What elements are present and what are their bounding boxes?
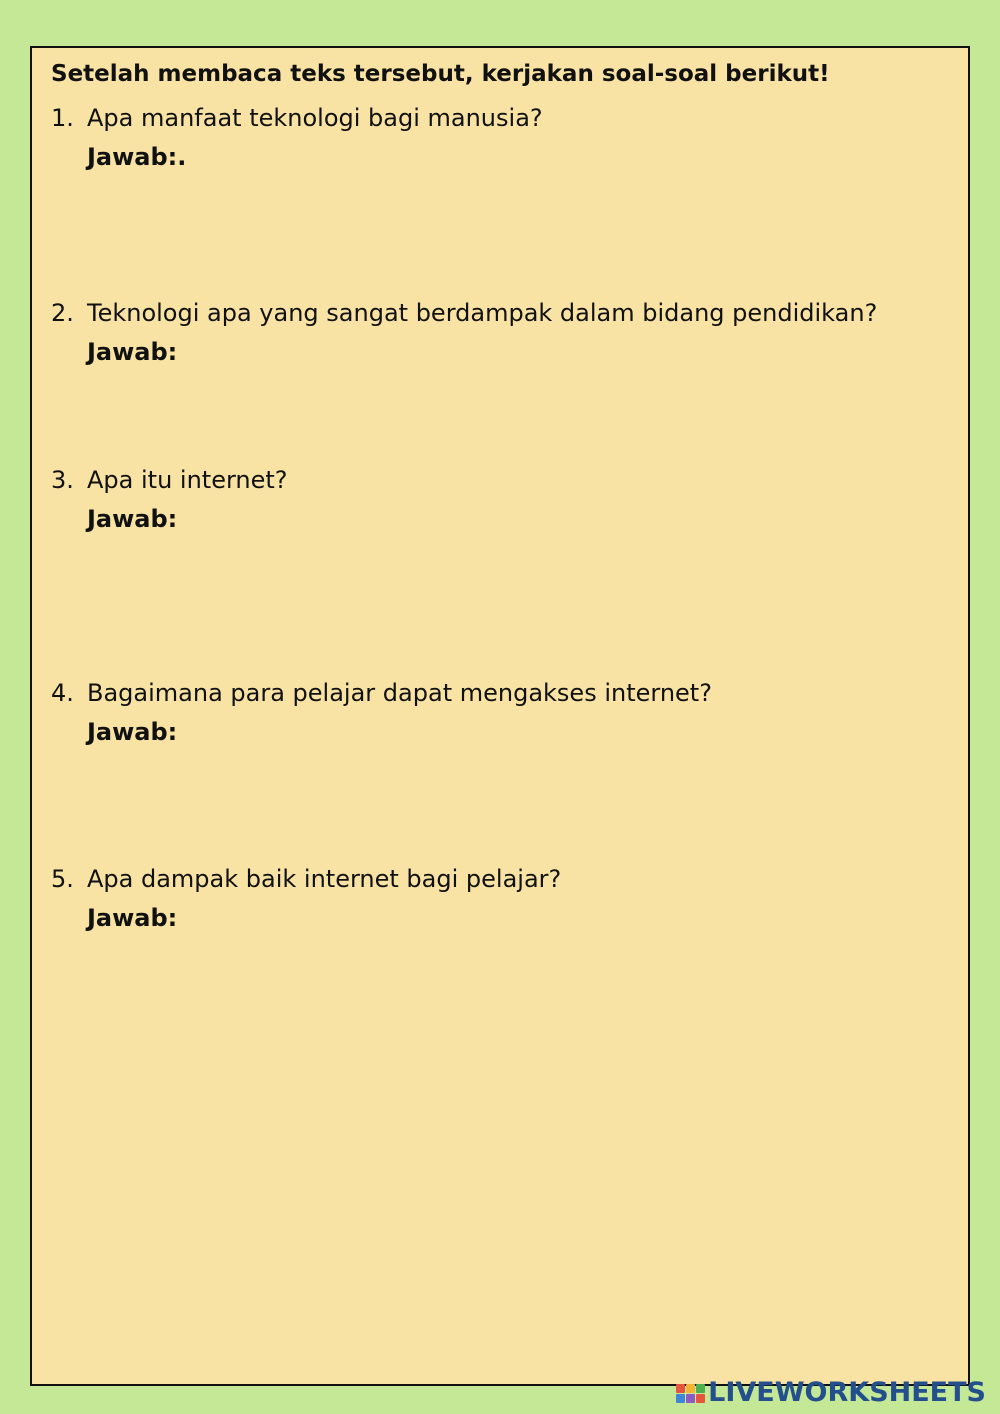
- question-1: [51, 103, 543, 133]
- worksheet-panel: [30, 46, 970, 1386]
- question-number: 2.: [51, 299, 74, 327]
- question-number: 4.: [51, 679, 74, 707]
- answer-label-4: Jawab:: [87, 718, 178, 746]
- logo-block: [696, 1384, 705, 1393]
- answer-label-2: Jawab:: [87, 338, 178, 366]
- question-3: [51, 465, 288, 495]
- question-number: 5.: [51, 865, 74, 893]
- logo-block: [696, 1394, 705, 1403]
- question-text: Apa itu internet?: [87, 466, 288, 494]
- question-2: [51, 298, 877, 328]
- question-4: [51, 678, 712, 708]
- logo-text: LIVEWORKSHEETS: [708, 1377, 986, 1408]
- answer-label-3: Jawab:: [87, 505, 178, 533]
- question-text: Apa manfaat teknologi bagi manusia?: [87, 104, 543, 132]
- question-number: 3.: [51, 466, 74, 494]
- question-5: [51, 864, 561, 894]
- liveworksheets-logo: [676, 1378, 986, 1408]
- answer-label-1: Jawab:.: [87, 143, 187, 171]
- question-text: Bagaimana para pelajar dapat mengakses internet?: [87, 679, 712, 707]
- logo-block: [676, 1384, 685, 1393]
- logo-block: [676, 1394, 685, 1403]
- logo-block: [686, 1384, 695, 1393]
- instruction-text: Setelah membaca teks tersebut, kerjakan soal-soal berikut!: [51, 61, 830, 87]
- logo-block: [686, 1394, 695, 1403]
- question-text: Apa dampak baik internet bagi pelajar?: [87, 865, 562, 893]
- logo-blocks-icon: [676, 1384, 705, 1403]
- question-text: Teknologi apa yang sangat berdampak dalam bidang pendidikan?: [87, 299, 878, 327]
- answer-label-5: Jawab:: [87, 904, 178, 932]
- question-number: 1.: [51, 104, 74, 132]
